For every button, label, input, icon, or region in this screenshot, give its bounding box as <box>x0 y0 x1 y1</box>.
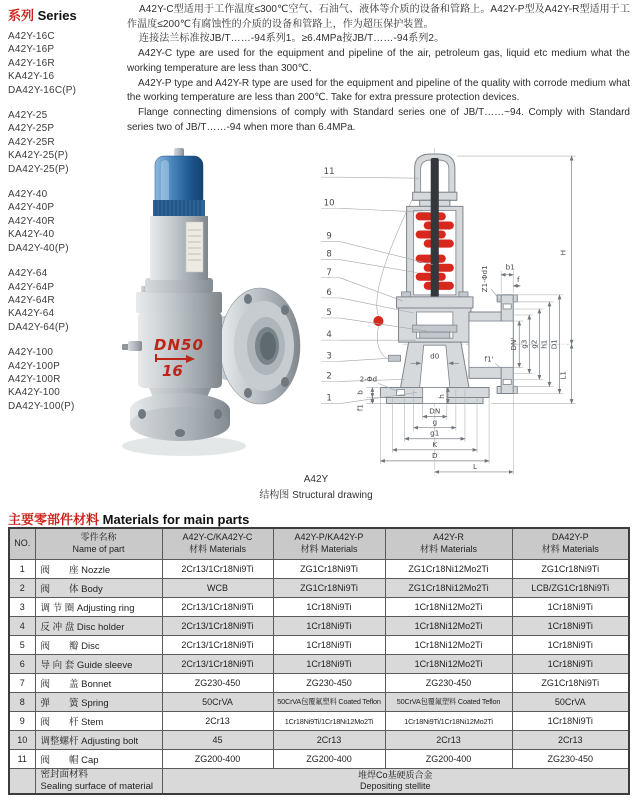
dim-f1-out: f1' <box>484 354 494 364</box>
callout-11: 11 <box>323 167 335 178</box>
materials-table <box>8 527 630 795</box>
material-value: ZG1Cr18Ni12Mo2Ti <box>385 579 512 598</box>
material-value: ZG1Cr18Ni9Ti <box>273 560 385 579</box>
material-value: 1Cr18Ni9Ti <box>273 655 385 674</box>
dim-DN: DN <box>429 406 441 416</box>
material-value: ZG230-450 <box>512 750 629 769</box>
dim-g2: g2 <box>529 339 539 349</box>
bolt-hole <box>214 409 222 419</box>
drawing-svg <box>316 148 634 480</box>
lever-wire-lower <box>377 326 394 359</box>
callout-10: 10 <box>323 198 335 209</box>
series-model: A42Y-16C <box>8 31 55 42</box>
header-col-a42y-c <box>162 528 273 560</box>
callout-4: 4 <box>326 330 332 341</box>
bolt-hole <box>175 429 185 437</box>
callout-7: 7 <box>326 267 332 278</box>
material-value: 2Cr13/1Cr18Ni9Ti <box>162 560 273 579</box>
row-number: 6 <box>9 655 35 674</box>
material-value: 1Cr18Ni9Ti <box>273 617 385 636</box>
material-value: 1Cr18Ni9Ti/1Cr18Ni12Mo2Ti <box>385 712 512 731</box>
series-model: A42Y-40P <box>8 202 55 214</box>
material-value: 2Cr13 <box>385 731 512 750</box>
dim-h1: h1 <box>539 339 549 349</box>
dim-D1: D1 <box>549 339 559 350</box>
material-value: 1Cr18Ni9Ti <box>512 598 629 617</box>
material-value: 45 <box>162 731 273 750</box>
footer-name-zh: 密封面材料 <box>40 769 89 780</box>
flange-bolt-hole <box>503 304 511 309</box>
material-value: 2Cr13/1Cr18Ni9Ti <box>162 636 273 655</box>
part-name: 阀 杆 Stem <box>35 712 162 731</box>
material-value: 2Cr13/1Cr18Ni9Ti <box>162 655 273 674</box>
series-model: A42Y-64 <box>8 268 48 280</box>
dim-2-phi-d: 2-Φd <box>359 374 378 384</box>
series-model: A42Y-100P <box>8 360 61 372</box>
series-model: A42Y-16R <box>8 57 55 69</box>
stem <box>431 158 439 311</box>
material-value: 1Cr18Ni9Ti <box>512 636 629 655</box>
row-number: 11 <box>9 750 35 769</box>
material-value: 1Cr18Ni12Mo2Ti <box>385 636 512 655</box>
callout-5: 5 <box>326 308 332 319</box>
series-title <box>8 5 126 24</box>
table-title-zh: 主要零部件材料 <box>8 512 100 527</box>
bolt-hole <box>281 377 289 387</box>
material-value: 1Cr18Ni12Mo2Ti <box>385 598 512 617</box>
material-value: LCB/ZG1Cr18Ni9Ti <box>512 579 629 598</box>
marking-dn: DN50 <box>154 336 204 354</box>
part-name: 阀 帽 Cap <box>35 750 162 769</box>
intro-paragraph: A42Y-P type and A42Y-R type are used for the equipment and pipeline of the quality with corrode medium what the working temperature are less than 200℃. Take for extra pressure protection devices. <box>127 77 630 104</box>
header-sub: 材料 Materials <box>188 544 246 554</box>
product-photo <box>98 146 318 472</box>
material-value: 1Cr18Ni9Ti <box>512 712 629 731</box>
part-name: 阀 座 Nozzle <box>35 560 162 579</box>
dim-z1-d1: Z1-Φd1 <box>480 265 490 293</box>
dim-f1: f1 <box>355 403 365 412</box>
material-value: 1Cr18Ni12Mo2Ti <box>385 655 512 674</box>
material-value: 2Cr13/1Cr18Ni9Ti <box>162 598 273 617</box>
table-row <box>9 655 629 674</box>
part-name: 弹 簧 Spring <box>35 693 162 712</box>
table-title-en: Materials for main parts <box>102 512 250 527</box>
footer-part-name <box>35 769 162 794</box>
dim-h: h <box>436 394 446 399</box>
material-value: ZG1Cr18Ni12Mo2Ti <box>385 560 512 579</box>
intro-paragraph: 连接法兰标准按JB/T……-94系列1。≥6.4MPa按JB/T……-94系列2。 <box>139 33 445 45</box>
caption-en: Structural drawing <box>292 490 373 501</box>
material-value: ZG230-450 <box>273 674 385 693</box>
dim-DN-out: DN' <box>509 337 519 351</box>
caption-model: A42Y <box>303 474 329 485</box>
part-name: 反 冲 盘 Disc holder <box>35 617 162 636</box>
dim-g: g <box>432 417 438 427</box>
table-row <box>9 617 629 636</box>
material-value: 2Cr13/1Cr18Ni9Ti <box>162 617 273 636</box>
row-number: 8 <box>9 693 35 712</box>
intro-paragraph: A42Y-C型适用于工作温度≤300℃空气、石油气、液体等介质的设备和管路上。A42Y-P型及A42Y-R型适用于工作温度≤200℃有腐蚀性的介质的设备和管路上，作为超压保护装置。 <box>127 4 630 30</box>
footer-no-cell <box>9 769 35 794</box>
materials-table-footer <box>9 769 629 794</box>
series-model: A42Y-100R <box>8 373 61 385</box>
part-name: 阀 盖 Bonnet <box>35 674 162 693</box>
dim-b: b <box>355 390 365 395</box>
table-row <box>9 579 629 598</box>
dim-f: f <box>516 274 520 284</box>
row-number: 5 <box>9 636 35 655</box>
callout-9: 9 <box>326 231 332 242</box>
header-model: A42Y-C/KA42Y-C <box>182 532 253 543</box>
bolt <box>402 292 411 297</box>
drawing-caption <box>236 474 396 501</box>
series-model: A42Y-64R <box>8 294 55 306</box>
material-value: 50CrVA <box>162 693 273 712</box>
material-value: ZG1Cr18Ni9Ti <box>512 674 629 693</box>
structural-drawing <box>316 148 634 480</box>
part-name: 调 节 圈 Adjusting ring <box>35 598 162 617</box>
row-number: 9 <box>9 712 35 731</box>
dim-K: K <box>432 439 438 449</box>
intro-paragraph: Flange connecting dimensions of comply with Standard series one of JB/T……~94. Comply with Standard series two of JB/T……-94 when more than 6.4MPa. <box>127 106 630 133</box>
material-value: ZG200-400 <box>273 750 385 769</box>
series-model: KA42Y-40 <box>8 229 55 241</box>
table-footer-row <box>9 769 629 794</box>
adjusting-ring-pin <box>388 355 400 361</box>
bolt <box>459 292 468 297</box>
valve-photo-illustration <box>98 146 318 472</box>
intro-text <box>127 3 630 135</box>
marking-pn: 16 <box>162 362 183 380</box>
part-name: 导 向 套 Guide sleeve <box>35 655 162 674</box>
table-row <box>9 674 629 693</box>
material-value: ZG200-400 <box>385 750 512 769</box>
material-value: 1Cr18Ni9Ti <box>512 655 629 674</box>
dim-d0: d0 <box>430 351 440 361</box>
bonnet-flange <box>136 292 222 313</box>
intro-paragraphs <box>127 3 630 135</box>
row-number: 1 <box>9 560 35 579</box>
footer-name-en: Sealing surface of material <box>40 780 153 792</box>
material-value: 1Cr18Ni12Mo2Ti <box>385 617 512 636</box>
material-value: 2Cr13 <box>273 731 385 750</box>
dim-D: D <box>431 450 438 460</box>
header-model: DA42Y-P <box>551 532 589 543</box>
part-name: 阀 体 Body <box>35 579 162 598</box>
part-name: 阀 瓣 Disc <box>35 636 162 655</box>
series-title-en: Series <box>37 8 77 23</box>
dim-L: L <box>472 461 478 471</box>
intro-paragraph: A42Y-C type are used for the equipment and pipeline of the air, petroleum gas, liquid etc medium what the working temperature are less than 300℃. <box>127 48 630 74</box>
series-title-zh: 系列 <box>8 8 35 23</box>
series-model: A42Y-25 <box>8 110 48 122</box>
row-number: 10 <box>9 731 35 750</box>
cap-highlight <box>161 160 169 204</box>
footer-material-value <box>162 769 629 794</box>
table-row <box>9 693 629 712</box>
material-value: 1Cr18Ni9Ti/1Cr18Ni12Mo2Ti <box>273 712 385 731</box>
series-model: DA42Y-16C(P) <box>8 84 77 96</box>
material-value: 2Cr13 <box>162 712 273 731</box>
row-number: 2 <box>9 579 35 598</box>
series-model: DA42Y-25(P) <box>8 163 69 175</box>
header-no: NO. <box>9 528 35 560</box>
disc-holder <box>413 325 457 332</box>
nameplate-label <box>186 222 203 272</box>
part-name: 调整螺杆 Adjusting bolt <box>35 731 162 750</box>
dim-g3: g3 <box>519 339 529 349</box>
table-row <box>9 731 629 750</box>
series-group <box>8 30 126 97</box>
material-value: ZG200-400 <box>162 750 273 769</box>
dim-b1: b1 <box>505 262 515 272</box>
bolt-hole <box>244 294 252 304</box>
materials-table-header <box>9 528 629 560</box>
bolt-hole <box>244 388 252 398</box>
material-value: WCB <box>162 579 273 598</box>
callout-6: 6 <box>326 287 332 298</box>
material-value: ZG230-450 <box>162 674 273 693</box>
material-value: ZG1Cr18Ni9Ti <box>512 560 629 579</box>
header-sub: 材料 Materials <box>419 544 477 554</box>
header-model: A42Y-R <box>433 532 464 543</box>
series-model: KA42Y-100 <box>8 387 61 399</box>
bolt-hole <box>138 409 146 419</box>
series-model: DA42Y-64(P) <box>8 321 69 333</box>
series-model: A42Y-25P <box>8 123 55 135</box>
footer-value-zh: 堆焊Co基硬质合金 <box>357 769 433 780</box>
header-sub: 材料 Materials <box>541 544 599 554</box>
materials-table-body <box>9 560 629 769</box>
series-model: DA42Y-100(P) <box>8 400 75 412</box>
flange-bore-inner <box>260 332 276 360</box>
series-model: A42Y-16P <box>8 44 55 56</box>
header-part-en: Name of part <box>72 544 125 554</box>
table-row <box>9 560 629 579</box>
row-number: 3 <box>9 598 35 617</box>
materials-table-title <box>8 509 249 528</box>
bolt-hole <box>281 305 289 315</box>
material-value: 50CrVA包覆氟塑料 Coated Teflon <box>385 693 512 712</box>
series-model: A42Y-40 <box>8 189 48 201</box>
material-value: 1Cr18Ni9Ti <box>273 598 385 617</box>
table-row <box>9 712 629 731</box>
header-col-a42y-p <box>273 528 385 560</box>
caption-text <box>236 486 396 501</box>
disc <box>420 332 450 338</box>
material-value: ZG230-450 <box>385 674 512 693</box>
table-row <box>9 750 629 769</box>
material-value: 1Cr18Ni9Ti <box>273 636 385 655</box>
footer-value-en: Depositing stellite <box>359 780 431 791</box>
header-model: A42Y-P/KA42Y-P <box>294 532 364 543</box>
lever-boss <box>128 341 142 351</box>
header-col-a42y-r <box>385 528 512 560</box>
series-model: DA42Y-40(P) <box>8 242 69 254</box>
header-sub: 材料 Materials <box>300 544 358 554</box>
table-row <box>9 598 629 617</box>
material-value: 1Cr18Ni9Ti <box>512 617 629 636</box>
material-value: 50CrVA <box>512 693 629 712</box>
row-number: 7 <box>9 674 35 693</box>
material-value: 50CrVA包覆氟塑料 Coated Teflon <box>273 693 385 712</box>
dim-L1: L1 <box>558 371 568 380</box>
dim-g1: g1 <box>430 428 440 438</box>
series-model: A42Y-64P <box>8 281 55 293</box>
bonnet-flange <box>397 297 473 308</box>
table-row <box>9 636 629 655</box>
header-col-da42y-p <box>512 528 629 560</box>
series-model: KA42Y-16 <box>8 71 55 83</box>
cap-knurl <box>153 200 205 216</box>
caption-zh: 结构图 <box>259 490 290 501</box>
series-model: A42Y-25R <box>8 136 55 148</box>
bonnet-collar <box>145 278 213 293</box>
callout-8: 8 <box>326 249 332 260</box>
material-value: ZG1Cr18Ni9Ti <box>273 579 385 598</box>
series-model: KA42Y-25(P) <box>8 150 69 162</box>
row-number: 4 <box>9 617 35 636</box>
dim-H: H <box>558 249 568 256</box>
callout-2: 2 <box>326 371 332 382</box>
callout-3: 3 <box>326 351 332 362</box>
series-model: KA42Y-64 <box>8 308 55 320</box>
series-model: A42Y-100 <box>8 347 54 359</box>
flange-bolt-hole <box>503 379 511 384</box>
callout-1: 1 <box>326 393 332 404</box>
header-part-zh: 零件名称 <box>80 532 117 543</box>
series-model: A42Y-40R <box>8 215 55 227</box>
material-value: 2Cr13 <box>512 731 629 750</box>
header-part <box>35 528 162 560</box>
